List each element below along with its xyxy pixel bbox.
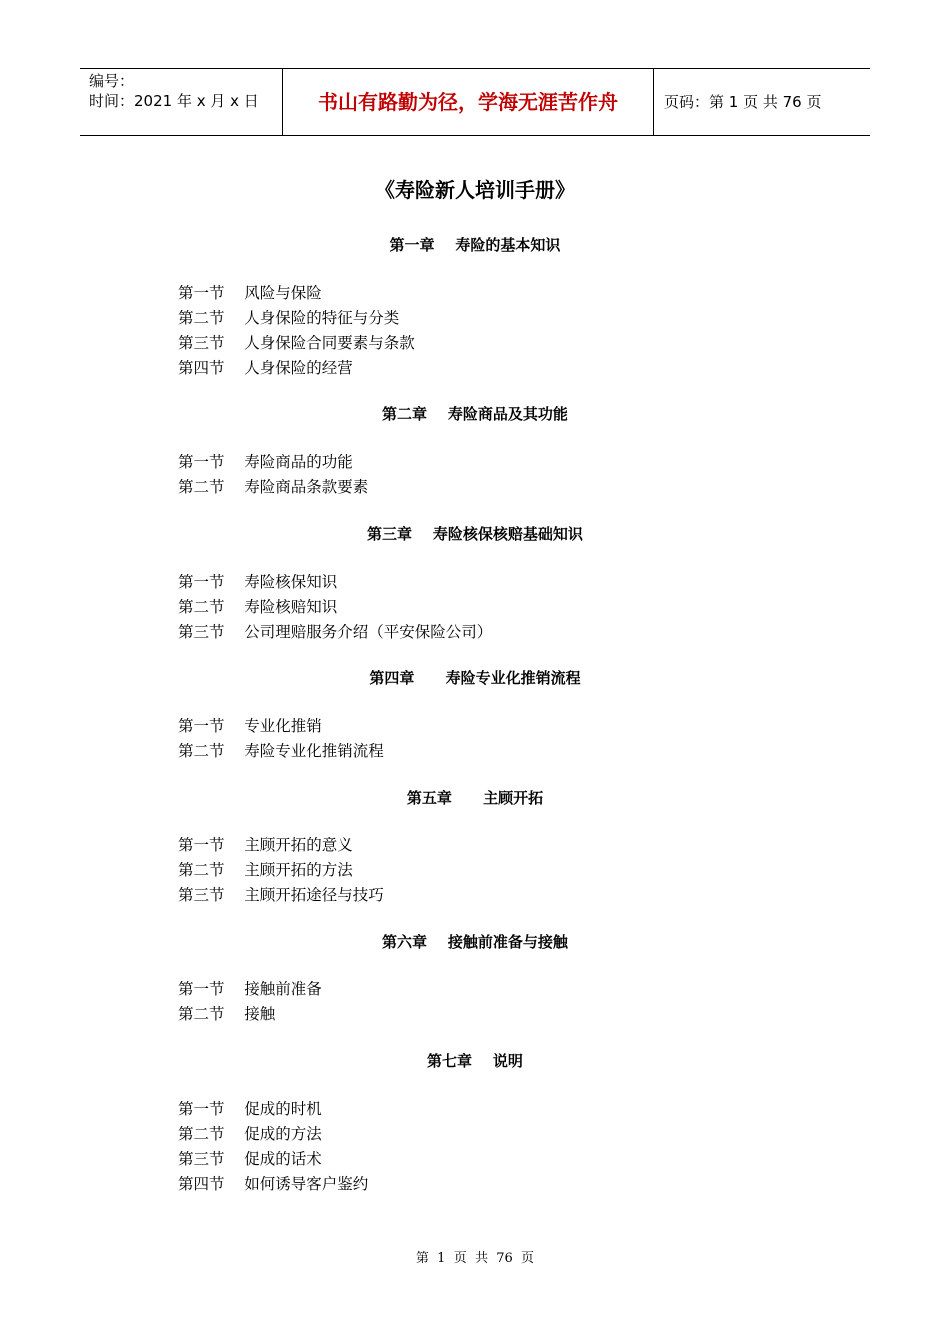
section-item: 第三节 主顾开拓途径与技巧 xyxy=(178,886,384,904)
chapter-title: 第五章 主顾开拓 xyxy=(406,789,544,807)
chapter-title: 第七章 说明 xyxy=(427,1052,523,1070)
section-item: 第二节 接触 xyxy=(178,1005,276,1023)
section-item: 第一节 接触前准备 xyxy=(178,980,322,998)
section-item: 第四节 如何诱导客户鉴约 xyxy=(178,1175,369,1193)
chapter-title: 第六章 接触前准备与接触 xyxy=(382,933,568,951)
chapter-title: 第三章 寿险核保核赔基础知识 xyxy=(367,525,583,543)
motto: 书山有路勤为径，学海无涯苦作舟 xyxy=(282,69,654,135)
document-title: 《寿险新人培训手册》 xyxy=(375,178,575,202)
chapter-title: 第一章 寿险的基本知识 xyxy=(389,236,561,254)
section-item: 第一节 寿险核保知识 xyxy=(178,573,338,591)
section-item: 第二节 寿险核赔知识 xyxy=(178,598,338,616)
number-label: 编号： xyxy=(89,72,135,90)
section-item: 第二节 主顾开拓的方法 xyxy=(178,861,353,879)
chapter-title: 第四章 寿险专业化推销流程 xyxy=(369,669,581,687)
section-item: 第四节 人身保险的经营 xyxy=(178,359,353,377)
page-footer: 第 1 页 共 76 页 xyxy=(415,1251,535,1266)
section-item: 第三节 促成的话术 xyxy=(178,1150,322,1168)
section-item: 第二节 人身保险的特征与分类 xyxy=(178,309,400,327)
section-item: 第三节 人身保险合同要素与条款 xyxy=(178,334,415,352)
section-item: 第三节 公司理赔服务介绍（平安保险公司） xyxy=(178,623,493,641)
section-item: 第二节 寿险商品条款要素 xyxy=(178,478,369,496)
page-info: 页码：第 1 页 共 76 页 xyxy=(664,93,822,111)
page-header xyxy=(80,68,870,136)
section-item: 第二节 促成的方法 xyxy=(178,1125,322,1143)
chapter-title: 第二章 寿险商品及其功能 xyxy=(382,405,568,423)
section-item: 第一节 促成的时机 xyxy=(178,1100,322,1118)
header-left-cell xyxy=(80,69,282,135)
date-label: 时间：2021 年 x 月 x 日 xyxy=(89,92,259,110)
section-item: 第一节 风险与保险 xyxy=(178,284,322,302)
section-item: 第一节 寿险商品的功能 xyxy=(178,453,353,471)
section-item: 第一节 专业化推销 xyxy=(178,717,322,735)
section-item: 第二节 寿险专业化推销流程 xyxy=(178,742,384,760)
section-item: 第一节 主顾开拓的意义 xyxy=(178,836,353,854)
